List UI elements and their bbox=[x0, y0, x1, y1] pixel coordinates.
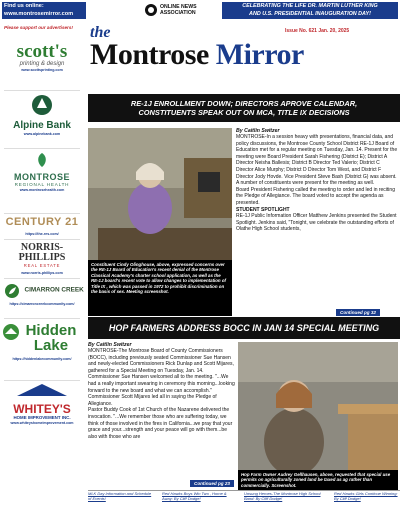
article2-body bbox=[88, 342, 236, 488]
alpine-tree-icon bbox=[31, 94, 53, 116]
article2-photo bbox=[238, 342, 398, 470]
article1-subhead: STUDENT SPOTLIGHT bbox=[236, 206, 290, 213]
ad-cimarron-creek[interactable] bbox=[0, 282, 84, 306]
ad-whiteys-sub: HOME IMPROVEMENT INC. bbox=[13, 415, 71, 420]
footer-link-boys[interactable]: Red Hawks Boys Win Two , Home & Away: By Cliff Dodge! bbox=[162, 491, 227, 501]
article2-p2: Commissioner Sue Hansen welcomed all to the meeting. "...We had a really important swearing in ceremony this morning...looking forward to the new board and what we can accomplish." bbox=[88, 374, 235, 394]
health-leaf-icon bbox=[34, 152, 50, 168]
find-us-banner[interactable] bbox=[2, 2, 86, 19]
article1-headline-line1: RE-1J ENROLLMENT DOWN; DIRECTORS APROVE CALENDAR, bbox=[130, 99, 358, 108]
ona-line2: ASSOCIATION bbox=[160, 10, 196, 16]
article1-p2: A number of constituents were present for the meeting as well. bbox=[236, 180, 375, 187]
masthead-part1: Montrose bbox=[90, 38, 216, 71]
meeting-photo-image bbox=[88, 128, 232, 260]
ad-scotts-name: scott's bbox=[16, 41, 68, 62]
footer-link-band[interactable]: Unsung Heroes-The Montrose High School Band: By Cliff Dodge! bbox=[244, 491, 321, 501]
article1-headline-line2: CONSTITUENTS SPEAK OUT ON MCA, TITLE IX DECISIONS bbox=[138, 108, 350, 117]
ona-logo bbox=[145, 3, 205, 19]
ona-circle-icon bbox=[145, 4, 157, 16]
ad-hidden-lake-name: Hidden Lake bbox=[25, 322, 77, 354]
ad-century21[interactable] bbox=[0, 217, 84, 236]
celebrate-line1: CELEBRATING THE LIFE DR. MARTIN LUTHER KING bbox=[242, 3, 378, 9]
article2-p3: Commissioner Scott Mijares led all in saying the Pledge of Allegiance. bbox=[88, 394, 217, 407]
article1-p4: RE-1J Public Information Officer Matthew Jenkins presented the Student Spotlight. Jenkins said, "Tonight, we celebrate the outstanding efforts of Olathe High School students, bbox=[236, 213, 397, 233]
footer-link-girls[interactable]: Red Hawks Girls Continue Winning: By Cliff Dodge! bbox=[334, 491, 398, 501]
article2-p1: MONTROSE-The Montrose Board of County Commissioners (BOCC), including previously seated Commissioner Sue Hansen and newly-elected Commissioners Rick Dunlap and Scott Mijares, gathered for a Special Meeting on Tuesday, Jan. 14. bbox=[88, 348, 234, 374]
article2-caption: Hop Farm Owner Audrey Gellhausen, above, requested that special use permits on agriculturally zoned land be taxed as ag rather than commercially. Screenshot. bbox=[238, 470, 398, 490]
ad-scotts-sub: printing & design bbox=[19, 61, 65, 67]
ad-whiteys-url[interactable]: www.whiteyshomeimprovement.com bbox=[10, 421, 74, 425]
celebrate-banner bbox=[222, 2, 398, 19]
ad-np-sub: REAL ESTATE bbox=[23, 263, 61, 268]
ad-montrose-health[interactable] bbox=[0, 152, 84, 192]
ad-montrose-sub: REGIONAL HEALTH bbox=[14, 182, 70, 187]
article1-body bbox=[236, 128, 398, 318]
ona-line1: ONLINE NEWS bbox=[160, 4, 197, 10]
article1-continued-link[interactable]: Continued pg 32 bbox=[336, 309, 380, 316]
article2-p4: Pastor Buddy Cook of 1st Church of the Nazarene delivered the invocation. "...We remember those who are suffering today, we think of those involved in the fires in California...we pray that your grace and your...strength and your peace will go with them...be also with those who are bbox=[88, 407, 233, 440]
sponsors-label: Please support our advertisers! bbox=[4, 25, 73, 30]
sponsor-sidebar bbox=[0, 30, 84, 511]
ad-hidden-lake-url[interactable]: https://hiddenlakecommunity.com/ bbox=[12, 357, 72, 361]
article1-byline: By Caitlin Switzer bbox=[236, 128, 280, 134]
article2-continued-link[interactable]: Continued pg 23 bbox=[190, 480, 234, 487]
article2-headline[interactable]: HOP FARMERS ADDRESS BOCC IN JAN 14 SPECIAL MEETING bbox=[88, 317, 400, 339]
ad-cimarron-url[interactable]: https://cimarroncreekcommunity.com/ bbox=[9, 302, 75, 306]
article1-p3: Board President Fishering called the meeting to order and led in reciting the Pledge of Allegiance. The board voted to accept the agenda as presented. bbox=[236, 186, 395, 206]
footer-link-mlk[interactable]: MLK Day Information and Schedule of Events! bbox=[88, 491, 152, 501]
issue-info: Issue No. 621 Jan. 20, 2025 bbox=[285, 28, 350, 34]
masthead-part2: Mirror bbox=[215, 38, 304, 71]
ad-alpine-url[interactable]: www.alpinebank.com bbox=[23, 132, 61, 136]
hop-farmer-photo-image bbox=[238, 342, 398, 470]
article1-photo bbox=[88, 128, 232, 260]
ad-montrose-url[interactable]: www.montrosehealth.com bbox=[19, 188, 65, 192]
ad-norris-phillips[interactable] bbox=[0, 243, 84, 275]
article2-byline: By Caitlin Switzer bbox=[88, 342, 132, 348]
footer-links bbox=[88, 491, 400, 509]
ad-alpine-name: Alpine Bank bbox=[13, 120, 71, 131]
whiteys-roof-icon bbox=[17, 384, 67, 398]
cimarron-leaf-icon bbox=[4, 283, 20, 299]
ad-cimarron-name: CIMARRON CREEK bbox=[24, 286, 84, 294]
find-us-label: Find us online: bbox=[4, 3, 44, 9]
ad-whiteys[interactable] bbox=[0, 384, 84, 425]
ad-hidden-lake[interactable] bbox=[0, 323, 84, 361]
ad-scotts[interactable] bbox=[0, 42, 84, 72]
article1-p1: MONTROSE-In a session heavy with presentations, financial data, and policy discussions, the Montrose County School District RE-1J Board of Education met for a regular meeting on Tuesday, Jan. 14. Present for the meeting were Board President Sarah Fishering (District E); District A Director Neisha Ballesis; District B Director Ted Valerio; District C Director Alice Murphy; District D Director Tom West, and District F Director Jody Hovde. Vice President Steve Bash (District G) was absent. bbox=[236, 134, 398, 180]
ad-c21-name: CENTURY 21 bbox=[5, 216, 79, 228]
article1-headline[interactable] bbox=[88, 94, 400, 122]
ad-c21-url[interactable]: https://the-res.com/ bbox=[25, 232, 59, 236]
hidden-lake-icon bbox=[2, 323, 20, 341]
article1-caption: Constituent Cindy Olinghouse, above, expressed concerns over the RE-1J Board of Education's recent denial of the Montrose Classical Academy's charter school application, as well as the RE-1J board's recent vote to allow changes to implementation of Title IX , which was passed in 1972 to prohibit discrimination on the basis of sex. Meeting screenshot. bbox=[88, 260, 232, 316]
celebrate-line2: AND U.S. PRESIDENTIAL INAUGURATION DAY! bbox=[249, 10, 371, 17]
ad-np-url[interactable]: www.norris-phillips.com bbox=[21, 271, 63, 275]
website-link[interactable]: www.montrosemirror.com bbox=[4, 10, 74, 17]
ad-scotts-url[interactable]: www.scottsprinting.com bbox=[21, 68, 63, 72]
ad-montrose-name: MONTROSE bbox=[13, 172, 70, 182]
ad-whiteys-name: WHITEY'S bbox=[0, 403, 84, 415]
ad-np-name: NORRIS-PHILLIPS bbox=[18, 242, 66, 263]
masthead-title bbox=[90, 40, 400, 70]
ad-alpine[interactable] bbox=[0, 94, 84, 136]
masthead-the: the bbox=[90, 24, 111, 41]
